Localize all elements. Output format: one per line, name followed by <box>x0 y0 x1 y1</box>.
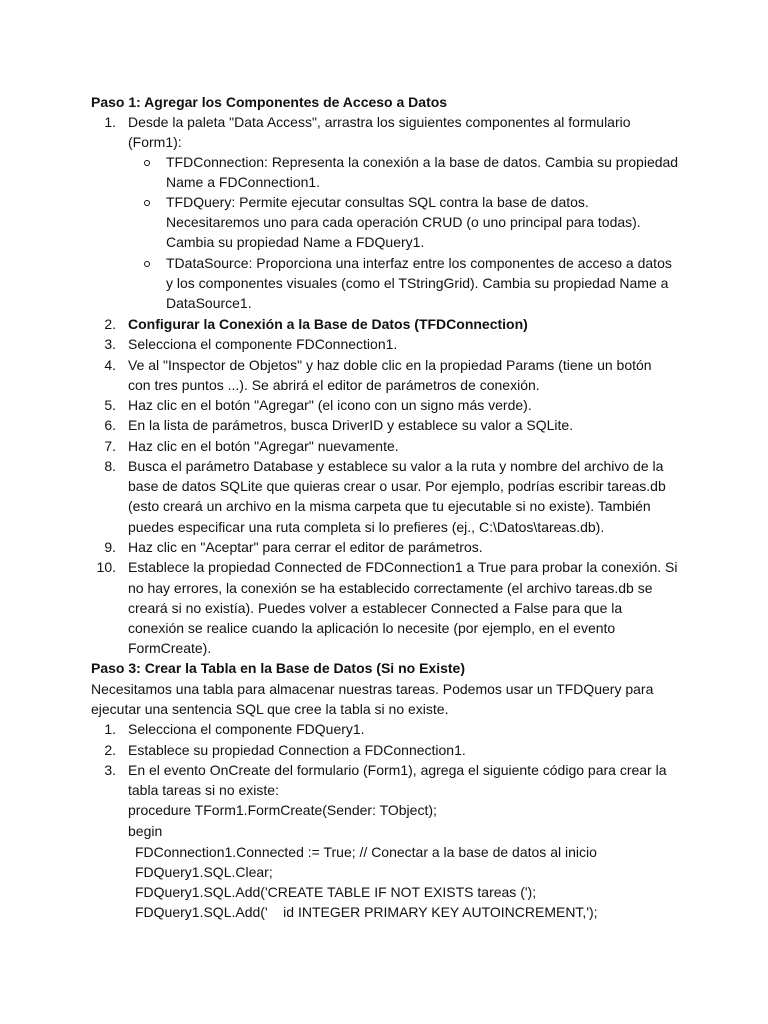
list-number: 1. <box>104 114 116 130</box>
list-item-text: FormCreate). <box>128 640 212 656</box>
list-item-text: creará si no existía). Puedes volver a establecer Connected a False para que la <box>128 600 623 616</box>
list-item-text: Haz clic en el botón "Agregar" nuevamente. <box>128 438 399 454</box>
list-item-text: En la lista de parámetros, busca DriverID y establece su valor a SQLite. <box>128 417 574 433</box>
code-line: begin <box>128 823 163 839</box>
list-number: 2. <box>104 742 116 758</box>
list-item-text: Selecciona el componente FDConnection1. <box>128 336 398 352</box>
bullet-icon <box>144 160 150 166</box>
code-line: FDConnection1.Connected := True; // Conectar a la base de datos al inicio <box>135 844 597 860</box>
list-item-text: Ve al "Inspector de Objetos" y haz doble clic en la propiedad Params (tiene un botón <box>128 357 652 373</box>
list-number: 2. <box>104 316 116 332</box>
sub-item-text: y los componentes visuales (como el TStringGrid). Cambia su propiedad Name a <box>166 275 669 291</box>
list-item-text: Haz clic en el botón "Agregar" (el icono con un signo más verde). <box>128 397 532 413</box>
list-item-text: Busca el parámetro Database y establece su valor a la ruta y nombre del archivo de la <box>128 458 664 474</box>
list-number: 6. <box>104 417 116 433</box>
list-item-text: (esto creará un archivo en la misma carpeta que tu ejecutable si no existe). También <box>128 498 651 514</box>
list-item-text: puedes especificar una ruta completa si lo prefieres (ej., C:\Datos\tareas.db). <box>128 519 605 535</box>
list-number: 7. <box>104 438 116 454</box>
code-line: FDQuery1.SQL.Add('CREATE TABLE IF NOT EXISTS tareas ('); <box>135 884 537 900</box>
list-item-text: base de datos SQLite que quieras crear o usar. Por ejemplo, podrías escribir tareas.db <box>128 478 666 494</box>
list-number: 8. <box>104 458 116 474</box>
list-number: 1. <box>104 721 116 737</box>
list-item-text: (Form1): <box>128 134 182 150</box>
sub-item-text: TFDQuery: Permite ejecutar consultas SQL contra la base de datos. <box>166 194 589 210</box>
list-item-text: Establece su propiedad Connection a FDConnection1. <box>128 742 466 758</box>
sub-item-text: DataSource1. <box>166 295 252 311</box>
list-number: 5. <box>104 397 116 413</box>
sub-item-text: Cambia su propiedad Name a FDQuery1. <box>166 234 425 250</box>
sub-item-text: Necesitaremos uno para cada operación CRUD (o uno principal para todas). <box>166 214 641 230</box>
paragraph-text: Necesitamos una tabla para almacenar nuestras tareas. Podemos usar un TFDQuery para <box>91 681 654 697</box>
paragraph-text: ejecutar una sentencia SQL que cree la tabla si no existe. <box>91 701 449 717</box>
sub-item-text: TDataSource: Proporciona una interfaz entre los componentes de acceso a datos <box>166 255 672 271</box>
list-number: 3. <box>104 762 116 778</box>
list-item-text: En el evento OnCreate del formulario (Form1), agrega el siguiente código para crear la <box>128 762 667 778</box>
sub-item-text: TFDConnection: Representa la conexión a la base de datos. Cambia su propiedad <box>166 154 679 170</box>
code-line: procedure TForm1.FormCreate(Sender: TObject); <box>128 802 437 818</box>
list-item-text: Configurar la Conexión a la Base de Datos (TFDConnection) <box>128 316 528 332</box>
list-number: 10. <box>96 559 116 575</box>
list-item-text: con tres puntos ...). Se abrirá el editor de parámetros de conexión. <box>128 377 540 393</box>
bullet-icon <box>144 200 150 206</box>
sub-item-text: Name a FDConnection1. <box>166 174 321 190</box>
list-item-text: tabla tareas si no existe: <box>128 782 279 798</box>
section-heading-paso3: Paso 3: Crear la Tabla en la Base de Datos (Si no Existe) <box>91 660 465 676</box>
code-line: FDQuery1.SQL.Add(' id INTEGER PRIMARY KEY AUTOINCREMENT,'); <box>135 904 598 920</box>
bullet-icon <box>144 261 150 267</box>
list-item-text: Haz clic en "Aceptar" para cerrar el editor de parámetros. <box>128 539 483 555</box>
list-item-text: Establece la propiedad Connected de FDConnection1 a True para probar la conexión. Si <box>128 559 678 575</box>
section-heading-paso1: Paso 1: Agregar los Componentes de Acceso a Datos <box>91 94 448 110</box>
list-item-text: Desde la paleta "Data Access", arrastra los siguientes componentes al formulario <box>128 114 631 130</box>
code-line: FDQuery1.SQL.Clear; <box>135 864 273 880</box>
list-item-text: Selecciona el componente FDQuery1. <box>128 721 365 737</box>
list-item-text: no hay errores, la conexión se ha establecido correctamente (el archivo tareas.db se <box>128 580 653 596</box>
list-number: 4. <box>104 357 116 373</box>
list-item-text: conexión se realice cuando la aplicación lo necesite (por ejemplo, en el evento <box>128 620 616 636</box>
list-number: 3. <box>104 336 116 352</box>
list-number: 9. <box>104 539 116 555</box>
